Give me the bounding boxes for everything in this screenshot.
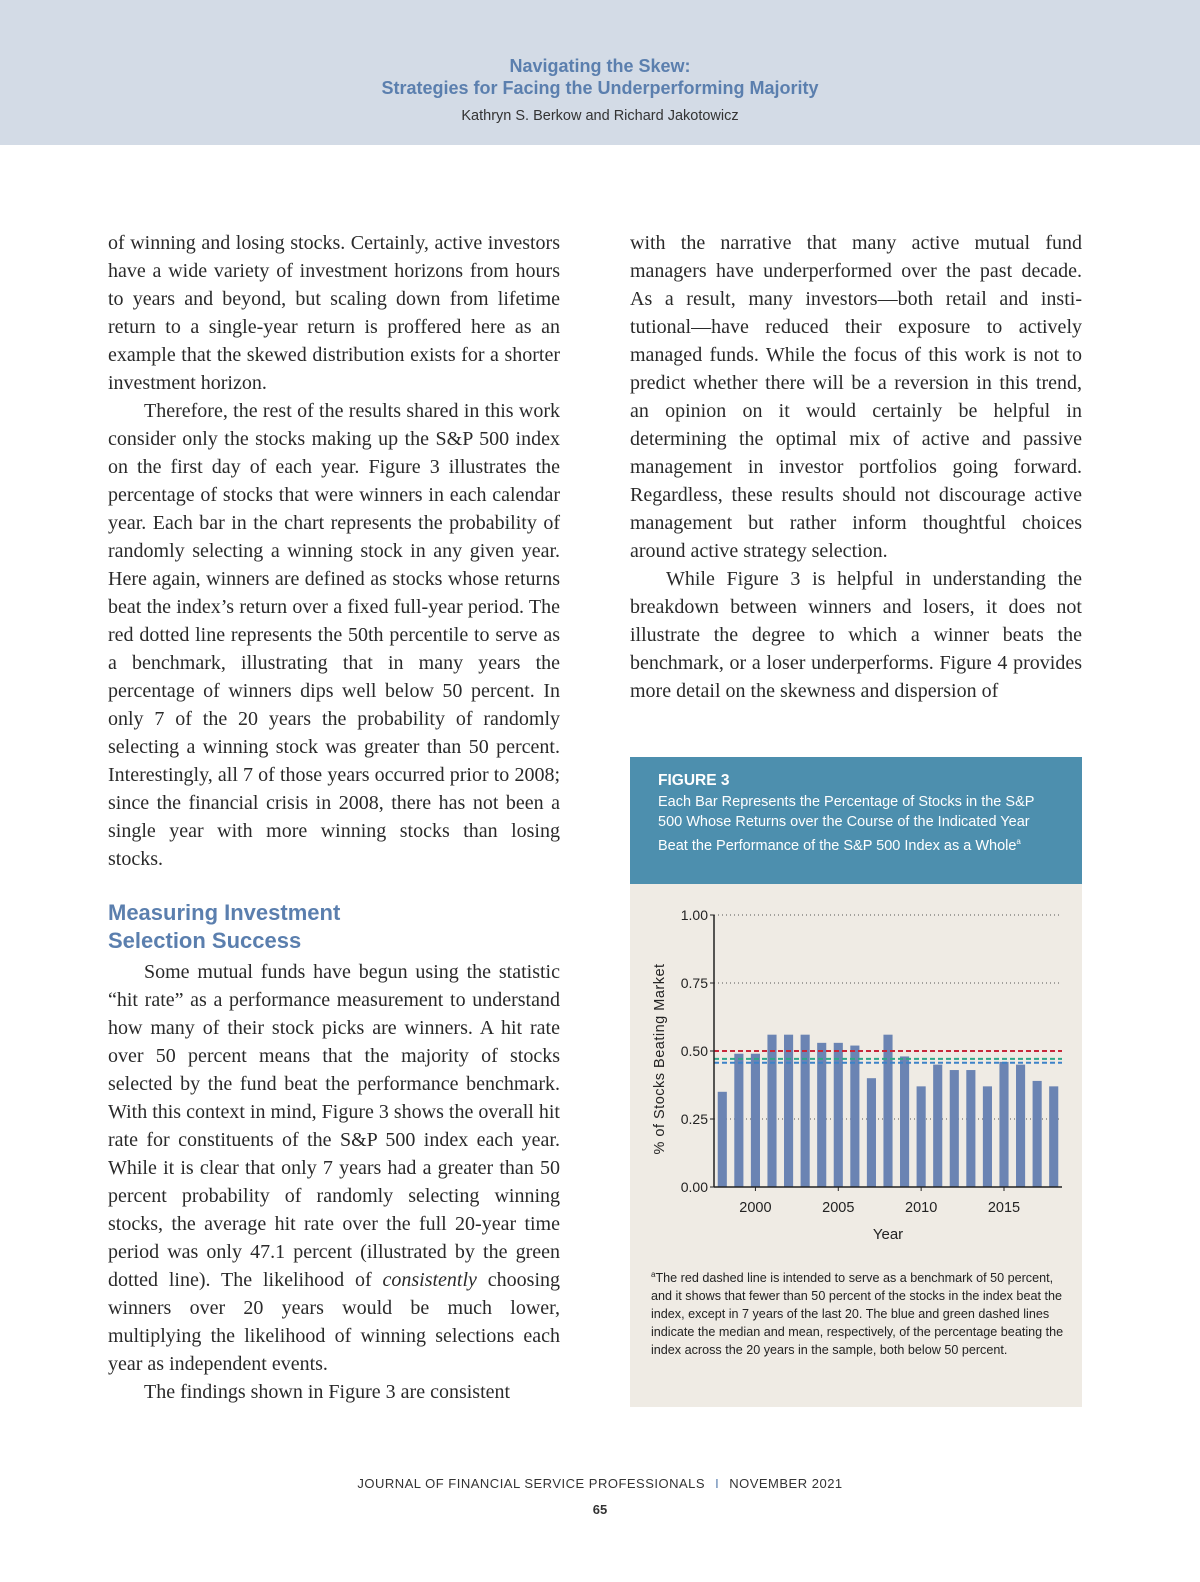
paragraph-text: Some mutual funds have begun using the statistic “hit rate” as a performance measurement to understand how many of their stock picks are winners. A hit rate over 50 percent means that the majority of stocks selected by the fund beat the performance benchmark. With this context in mind, Figure 3 shows the overall hit rate for constituents of the S&P 500 index each year. While it is clear that only 7 years had a greater than 50 percent probability of randomly selecting winning stocks, the average hit rate over the full 20-year time period was only 47.1 percent (illustrated by the green dotted line). The likelihood of xyxy=(108,961,560,1291)
bar xyxy=(1049,1086,1058,1187)
bar xyxy=(767,1035,776,1187)
paragraph xyxy=(108,958,560,1378)
footnote-marker: a xyxy=(651,1270,656,1279)
paragraph: of winning and losing stocks. Certainly, active investors have a wide variety of investment horizons from hours to years and beyond, but scaling down from lifetime return to a single-year return is proffered here as an example that the skewed distribution exists for a shorter investment horizon. xyxy=(108,232,560,394)
bar xyxy=(734,1054,743,1187)
paragraph: with the narrative that many active mutual fund managers have underperformed over the past decade. As a result, many investors—both retail and institutional—have reduced their exposure to actively managed funds. While the focus of this work is not to predict whether there will be a reversion in this trend, an opinion on it would certainly be helpful in determining the optimal mix of active and passive management in investor portfolios going forward. Regardless, these results should not discourage active management but rather inform thoughtful choices around active strategy selection. xyxy=(630,232,1082,562)
bar xyxy=(1016,1065,1025,1187)
footer-journal xyxy=(0,1476,1200,1491)
bar xyxy=(817,1043,826,1187)
bar xyxy=(883,1035,892,1187)
section-heading xyxy=(108,899,560,955)
figure-footnote xyxy=(651,1266,1071,1359)
bar xyxy=(1033,1081,1042,1187)
x-axis-label: Year xyxy=(872,1226,904,1243)
y-tick-label: 1.00 xyxy=(680,907,708,923)
bar xyxy=(801,1035,810,1187)
bar xyxy=(950,1070,959,1187)
page-number: 65 xyxy=(592,1502,608,1517)
paragraph: Therefore, the rest of the results shared in this work consider only the stocks making up the S&P 500 index on the first day of each year. Figure 3 illustrates the percentage of stocks that were winners in each calendar year. Each bar in the chart represents the probability of randomly selecting a winning stock in any given year. Here again, winners are defined as stocks whose returns beat the index’s return over a fixed full-year period. The red dotted line represents the 50th percentile to serve as a benchmark, illustrating that in many years the percentage of winners dips well below 50 percent. In only 7 of the 20 years the probability of randomly selecting a winning stock was greater than 50 percent. Interestingly, all 7 of those years occurred prior to 2008; since the financial crisis in 2008, there has not been a single year with more winning stocks than losing stocks. xyxy=(108,400,560,870)
bar xyxy=(784,1035,793,1187)
figure-caption-text: Each Bar Represents the Percentage of Stocks in the S&P 500 Whose Returns over the Course of the Indicated Year Beat the Performance of the S&P 500 Index as a Whole xyxy=(658,794,1035,854)
header-band xyxy=(0,0,1200,145)
bar xyxy=(867,1078,876,1187)
journal-name: JOURNAL OF FINANCIAL SERVICE PROFESSIONALS xyxy=(357,1476,706,1491)
bar xyxy=(966,1070,975,1187)
footnote-text: The red dashed line is intended to serve as a benchmark of 50 percent, and it shows that fewer than 50 percent of the stocks in the index beat the index, except in 7 years of the last 20. The blue and green dashed lines indicate the median and mean, respectively, of the percentage beating the index across the 20 years in the sample, both below 50 percent. xyxy=(651,1271,1064,1358)
figure-caption xyxy=(658,792,1058,856)
x-tick-label: 2015 xyxy=(987,1200,1021,1216)
y-axis-label: % of Stocks Beating Market xyxy=(652,963,668,1155)
bar-chart xyxy=(630,884,1082,1264)
x-tick-label: 2005 xyxy=(822,1200,855,1216)
right-column xyxy=(630,229,1082,705)
caption-footnote-marker: a xyxy=(1016,837,1021,846)
article-title-line2: Strategies for Facing the Underperforming Majority xyxy=(381,78,819,98)
paragraph: The findings shown in Figure 3 are consistent xyxy=(144,1381,511,1403)
bar xyxy=(900,1056,909,1187)
bar xyxy=(718,1092,727,1187)
bar xyxy=(999,1062,1008,1187)
footer-separator: I xyxy=(715,1476,720,1491)
y-tick-label: 0.00 xyxy=(680,1179,708,1195)
figure-3 xyxy=(630,757,1082,1407)
bar xyxy=(850,1046,859,1187)
bar xyxy=(751,1054,760,1187)
left-column xyxy=(108,229,560,1406)
emphasis-text: consistently xyxy=(382,1269,477,1291)
section-heading-line2: Selection Success xyxy=(108,928,302,953)
bar xyxy=(834,1043,843,1187)
figure-label: FIGURE 3 xyxy=(658,772,730,789)
bar xyxy=(933,1065,942,1187)
y-tick-label: 0.25 xyxy=(680,1111,708,1127)
issue-date: NOVEMBER 2021 xyxy=(729,1476,843,1491)
bar xyxy=(917,1086,926,1187)
y-tick-label: 0.50 xyxy=(680,1043,708,1059)
x-tick-label: 2010 xyxy=(905,1200,938,1216)
paragraph: While Figure 3 is helpful in understanding the breakdown between winners and losers, it does not illustrate the degree to which a winner beats the benchmark, or a loser underperforms. Figure 4 provides more detail on the skewness and dispersion of xyxy=(630,568,1082,702)
paragraph-text: choosing winners over 20 years would be much lower, multiplying the likelihood of winning selections each year as independent events. xyxy=(108,1269,561,1375)
x-tick-label: 2000 xyxy=(739,1200,772,1216)
figure-header xyxy=(630,757,1082,884)
article-authors: Kathryn S. Berkow and Richard Jakotowicz xyxy=(461,108,739,124)
article-title-line1: Navigating the Skew: xyxy=(509,56,691,76)
bar xyxy=(983,1086,992,1187)
section-heading-line1: Measuring Investment xyxy=(108,900,341,925)
y-tick-label: 0.75 xyxy=(680,975,708,991)
